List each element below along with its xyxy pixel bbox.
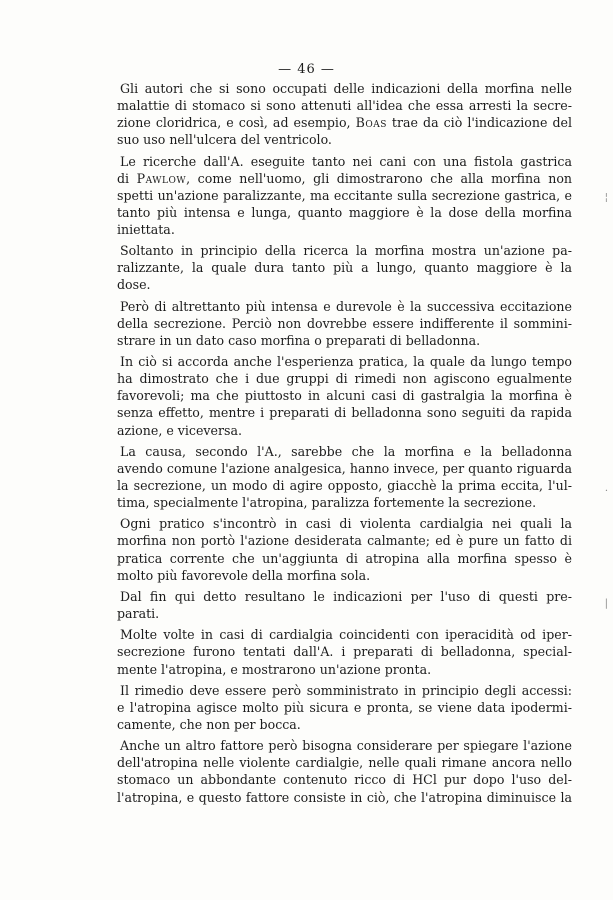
text-line: iniettata. [117, 221, 175, 237]
text-line: dell'atropina nelle violente cardialgie, nelle quali rimane ancora nello [117, 755, 572, 771]
text-line: Gli autori che si sono occupati delle indicazioni della morfina nelle [120, 81, 572, 96]
text-line: la secrezione, un modo di agire opposto, giacchè la prima eccita, l'ul- [117, 478, 572, 493]
text-line: suo uso nell'ulcera del ventricolo. [117, 132, 332, 148]
text-line: Il rimedio deve essere però somministrato in principio degli accessi: [120, 682, 572, 698]
text-line: pratica corrente che un'aggiunta di atropina alla morfina spesso è [117, 550, 572, 566]
paragraph [117, 682, 572, 733]
margin-mark: ¦ [604, 192, 608, 203]
paragraph [117, 80, 572, 148]
paragraph [117, 153, 572, 238]
text-line: dose. [117, 277, 151, 293]
text-line: Soltanto in principio della ricerca la morfina mostra un'azione pa- [120, 243, 572, 259]
text-line: spetti un'azione paralizzante, ma eccitante sulla secrezione gastrica, e [117, 187, 572, 203]
text-line: Molte volte in casi di cardialgia coincidenti con iperacidità od iper- [120, 627, 572, 643]
margin-mark: · [604, 486, 608, 497]
text-line: La causa, secondo l'A., sarebbe che la morfina e la belladonna [120, 443, 572, 459]
paragraph [117, 737, 572, 805]
paragraph [117, 515, 572, 583]
body-text [117, 80, 572, 810]
text-line: molto più favorevole della morfina sola. [117, 567, 371, 583]
text-line: stomaco un abbondante contenuto ricco di HCl pur dopo l'uso del- [117, 772, 572, 788]
text-line: ralizzante, la quale dura tanto più a lungo, quanto maggiore è la [117, 260, 572, 276]
text-line: morfina non portò l'azione desiderata calmante; ed è pure un fatto di [117, 533, 572, 549]
text-line: zione cloridrica, e così, ad esempio, Boas trae da ciò l'indicazione del [117, 115, 572, 131]
text-line: secrezione furono tentati dall'A. i preparati di belladonna, special- [117, 644, 572, 660]
text-line: l'atropina, e questo fattore consiste in ciò, che l'atropina diminuisce la [117, 789, 572, 805]
text-line: malattie di stomaco si sono attenuti all'idea che essa arresti la secre- [117, 98, 572, 114]
text-line: mente l'atropina, e mostrarono un'azione pronta. [117, 661, 432, 677]
text-line: favorevoli; ma che piuttosto in alcuni casi di gastralgia la morfina è [117, 388, 572, 404]
author-name: Pawlow [136, 170, 187, 186]
text-line: Dal fin qui detto resultano le indicazioni per l'uso di questi pre- [120, 588, 572, 604]
paragraph [117, 242, 572, 293]
text-line: parati. [117, 606, 160, 622]
paragraph [117, 588, 572, 622]
text-line: della secrezione. Perciò non dovrebbe essere indifferente il sommini- [117, 315, 572, 331]
text-line: tanto più intensa e lunga, quanto maggiore è la dose della morfina [117, 204, 572, 220]
text-line: tima, specialmente l'atropina, paralizza fortemente la secrezione. [117, 495, 537, 511]
text-line: di Pawlow, come nell'uomo, gli dimostrarono che alla morfina non [117, 170, 573, 186]
paragraph [117, 626, 572, 677]
paragraph [117, 443, 572, 511]
text-line: camente, che non per bocca. [117, 716, 301, 732]
text-line: Però di altrettanto più intensa e durevole è la successiva eccitazione [120, 298, 572, 314]
text-line: avendo comune l'azione analgesica, hanno invece, per quanto riguarda [117, 460, 572, 476]
text-line: azione, e viceversa. [117, 422, 242, 438]
text-line: ha dimostrato che i due gruppi di rimedi non agiscono egualmente [117, 371, 572, 387]
page-number: — 46 — [278, 62, 335, 77]
text-line: Anche un altro fattore però bisogna considerare per spiegare l'azione [120, 738, 572, 754]
text-line: Ogni pratico s'incontrò in casi di violenta cardialgia nei quali la [120, 516, 572, 532]
text-line: e l'atropina agisce molto più sicura e pronta, se viene data ipodermi- [117, 699, 572, 715]
author-name: Boas [355, 115, 387, 131]
text-line: Le ricerche dall'A. eseguite tanto nei cani con una fistola gastrica [120, 153, 572, 169]
text-line: In ciò si accorda anche l'esperienza pratica, la quale da lungo tempo [120, 354, 572, 370]
paragraph [117, 353, 572, 438]
text-line: senza effetto, mentre i preparati di belladonna sono seguiti da rapida [117, 405, 572, 421]
text-line: strare in un dato caso morfina o preparati di belladonna. [117, 332, 481, 348]
margin-mark: | [604, 598, 608, 609]
paragraph [117, 298, 572, 349]
